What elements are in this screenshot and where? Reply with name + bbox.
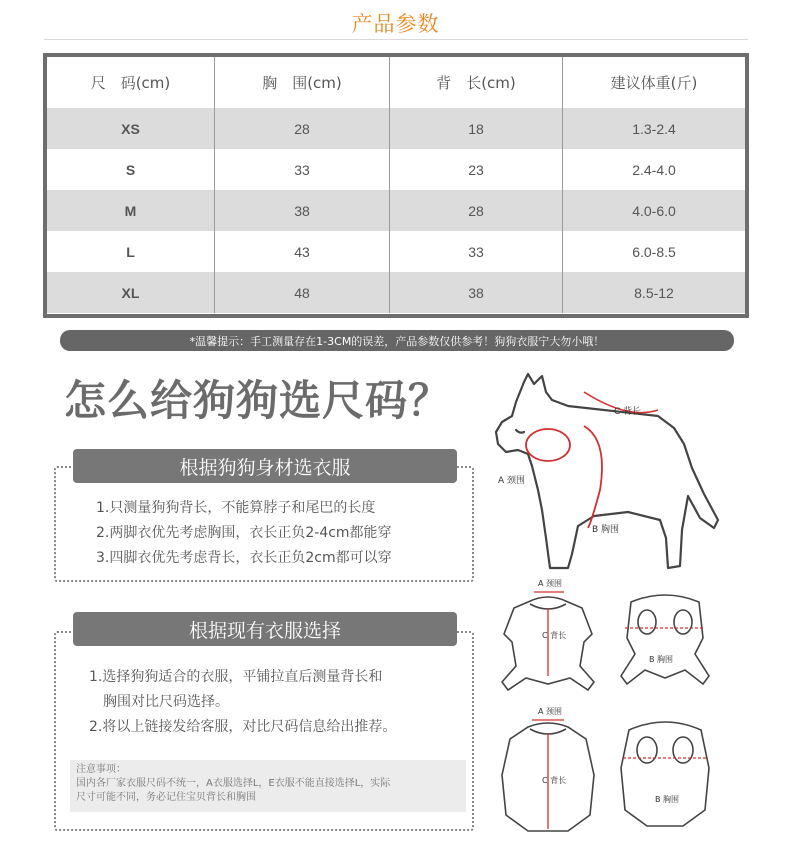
cell-chest: 28	[214, 108, 389, 149]
back-length-label: C 背长	[542, 631, 567, 640]
neck-girth-label: A 颈围	[538, 707, 563, 716]
garment-underside-icon	[621, 595, 709, 684]
cell-size: XS	[121, 120, 140, 137]
cell-chest: 43	[214, 231, 389, 272]
cell-chest: 38	[214, 190, 389, 231]
table-row	[47, 149, 745, 190]
four-leg-garment-underside-diagram	[615, 588, 715, 698]
neck-girth-ring	[526, 429, 570, 461]
title-divider	[44, 39, 748, 40]
cell-size: XL	[121, 284, 140, 301]
back-length-label: C 背长	[614, 407, 642, 417]
dog-measure-diagram	[488, 370, 728, 580]
cell-size: S	[125, 161, 136, 178]
header-weight: 建议体重(斤)	[562, 57, 745, 108]
chest-girth-ring	[584, 426, 602, 528]
notice-box	[70, 760, 466, 812]
chest-girth-label: B 胸围	[655, 795, 680, 804]
cell-size: L	[126, 243, 135, 260]
cell-weight: 4.0-6.0	[562, 190, 745, 231]
header-back-length: 背 长(cm)	[389, 57, 562, 108]
notice-title: 注意事项：	[76, 764, 126, 775]
rule-item: 1.只测量狗狗背长，不能算脖子和尾巴的长度	[96, 500, 376, 516]
cell-chest: 48	[214, 272, 389, 313]
chest-girth-label: B 胸围	[592, 525, 620, 535]
cell-back-length: 33	[389, 231, 562, 272]
table-header-row	[47, 57, 745, 108]
neck-girth-label: A 颈围	[538, 579, 563, 588]
cell-weight: 2.4-4.0	[562, 149, 745, 190]
notice-line: 尺寸可能不同，务必记住宝贝背长和胸围	[76, 792, 256, 803]
garment-underside-icon	[621, 722, 709, 826]
section-heading: 怎么给狗狗选尺码？	[64, 376, 452, 425]
four-leg-garment-back-diagram	[498, 578, 598, 698]
two-leg-garment-back-diagram	[498, 705, 598, 837]
notice-line: 国内各厂家衣服尺码不统一，A衣服选择L，E衣服不能直接选择L，实际	[76, 778, 391, 789]
cell-weight: 8.5-12	[562, 272, 745, 313]
table-row	[47, 231, 745, 272]
rule-item: 胸围对比尺码选择。	[103, 694, 229, 710]
size-table	[43, 53, 749, 318]
body-measure-title: 根据狗狗身材选衣服	[73, 449, 457, 483]
neck-girth-label: A 颈围	[498, 476, 526, 486]
rule-item: 2.将以上链接发给客服，对比尺码信息给出推荐。	[89, 719, 397, 735]
rule-item: 3.四脚衣优先考虑背长，衣长正负2cm都可以穿	[96, 550, 392, 566]
table-row	[47, 272, 745, 313]
cell-back-length: 18	[389, 108, 562, 149]
cell-weight: 1.3-2.4	[562, 108, 745, 149]
cell-size: M	[124, 202, 137, 219]
rule-item: 1.选择狗狗适合的衣服，平铺拉直后测量背长和	[89, 669, 383, 685]
header-size: 尺 码(cm)	[90, 74, 171, 92]
cell-weight: 6.0-8.5	[562, 231, 745, 272]
dog-outline-icon	[496, 374, 718, 568]
header-chest: 胸 围(cm)	[214, 57, 389, 108]
back-length-label: C 背长	[542, 776, 567, 785]
cell-back-length: 28	[389, 190, 562, 231]
cell-back-length: 23	[389, 149, 562, 190]
table-row	[47, 108, 745, 149]
cell-back-length: 38	[389, 272, 562, 313]
cell-chest: 33	[214, 149, 389, 190]
chest-girth-label: B 胸围	[649, 655, 674, 664]
two-leg-garment-underside-diagram	[615, 714, 715, 832]
measurement-tip-bar: *温馨提示：手工测量存在1-3CM的误差，产品参数仅供参考！狗狗衣服宁大勿小哦！	[60, 330, 734, 351]
rule-item: 2.两脚衣优先考虑胸围，衣长正负2-4cm都能穿	[96, 525, 392, 541]
existing-clothes-title: 根据现有衣服选择	[73, 612, 457, 646]
table-row	[47, 190, 745, 231]
page-title: 产品参数	[351, 12, 440, 36]
